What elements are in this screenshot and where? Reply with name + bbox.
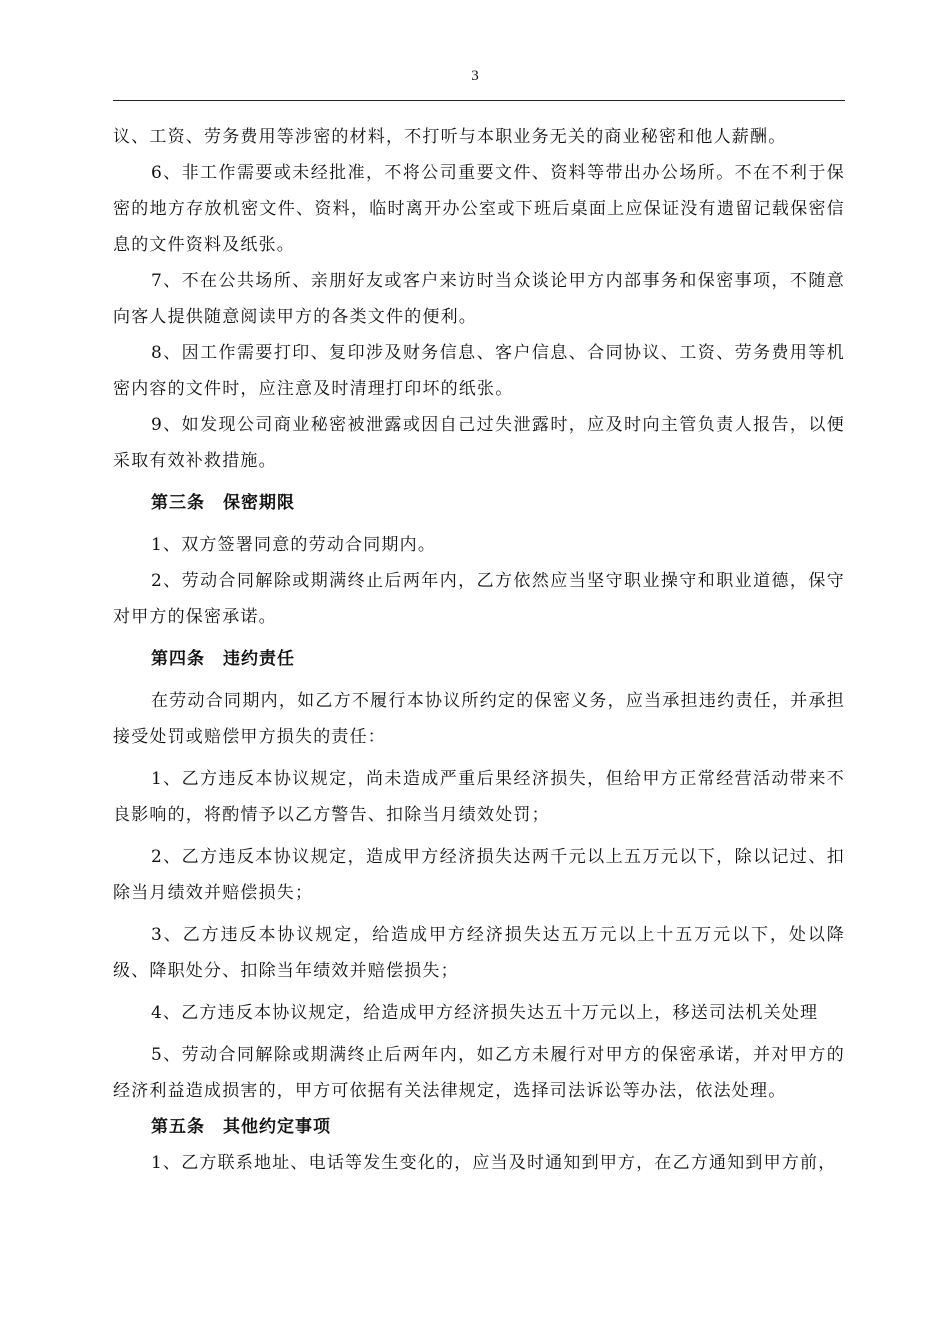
paragraph-article-4-item-2: 2、乙方违反本协议规定，造成甲方经济损失达两千元以上五万元以下，除以记过、扣除当月绩效并赔偿损失； [113,847,845,903]
header-rule [113,100,845,101]
paragraph-article-5-item-1: 1、乙方联系地址、电话等发生变化的，应当及时通知到甲方，在乙方通知到甲方前， [151,1153,837,1173]
paragraph-item-8: 8、因工作需要打印、复印涉及财务信息、客户信息、合同协议、工资、劳务费用等机密内容的文件时，应注意及时清理打印坏的纸张。 [113,343,845,399]
paragraph-article-4-intro: 在劳动合同期内，如乙方不履行本协议所约定的保密义务，应当承担违约责任，并承担接受处罚或赔偿甲方损失的责任： [113,691,845,747]
paragraph-item-9: 9、如发现公司商业秘密被泄露或因自己过失泄露时，应及时向主管负责人报告，以便采取有效补救措施。 [113,415,845,471]
paragraph-article-3-item-2: 2、劳动合同解除或期满终止后两年内，乙方依然应当坚守职业操守和职业道德，保守对甲方的保密承诺。 [113,571,845,627]
section-heading-article-4: 第四条 违约责任 [151,649,295,669]
paragraph-article-3-item-1: 1、双方签署同意的劳动合同期内。 [151,535,437,555]
paragraph-article-4-item-3: 3、乙方违反本协议规定，给造成甲方经济损失达五万元以上十五万元以下，处以降级、降职处分、扣除当年绩效并赔偿损失； [113,925,845,981]
document-body [113,119,845,1181]
paragraph-item-7: 7、不在公共场所、亲朋好友或客户来访时当众谈论甲方内部事务和保密事项，不随意向客人提供随意阅读甲方的各类文件的便利。 [113,271,845,327]
section-heading-article-3: 第三条 保密期限 [151,493,295,513]
paragraph-article-4-item-1: 1、乙方违反本协议规定，尚未造成严重后果经济损失，但给甲方正常经营活动带来不良影响的，将酌情予以乙方警告、扣除当月绩效处罚； [113,769,845,825]
paragraph-article-4-item-4: 4、乙方违反本协议规定，给造成甲方经济损失达五十万元以上，移送司法机关处理 [151,1003,819,1023]
paragraph-continuation: 议、工资、劳务费用等涉密的材料，不打听与本职业务无关的商业秘密和他人薪酬。 [113,127,787,147]
section-heading-article-5: 第五条 其他约定事项 [151,1117,331,1137]
page-number: 3 [471,68,479,84]
paragraph-item-6: 6、非工作需要或未经批准，不将公司重要文件、资料等带出办公场所。不在不利于保密的地方存放机密文件、资料，临时离开办公室或下班后桌面上应保证没有遗留记载保密信息的文件资料及纸张。 [113,163,845,255]
paragraph-article-4-item-5: 5、劳动合同解除或期满终止后两年内，如乙方未履行对甲方的保密承诺，并对甲方的经济利益造成损害的，甲方可依据有关法律规定，选择司法诉讼等办法，依法处理。 [113,1045,845,1101]
